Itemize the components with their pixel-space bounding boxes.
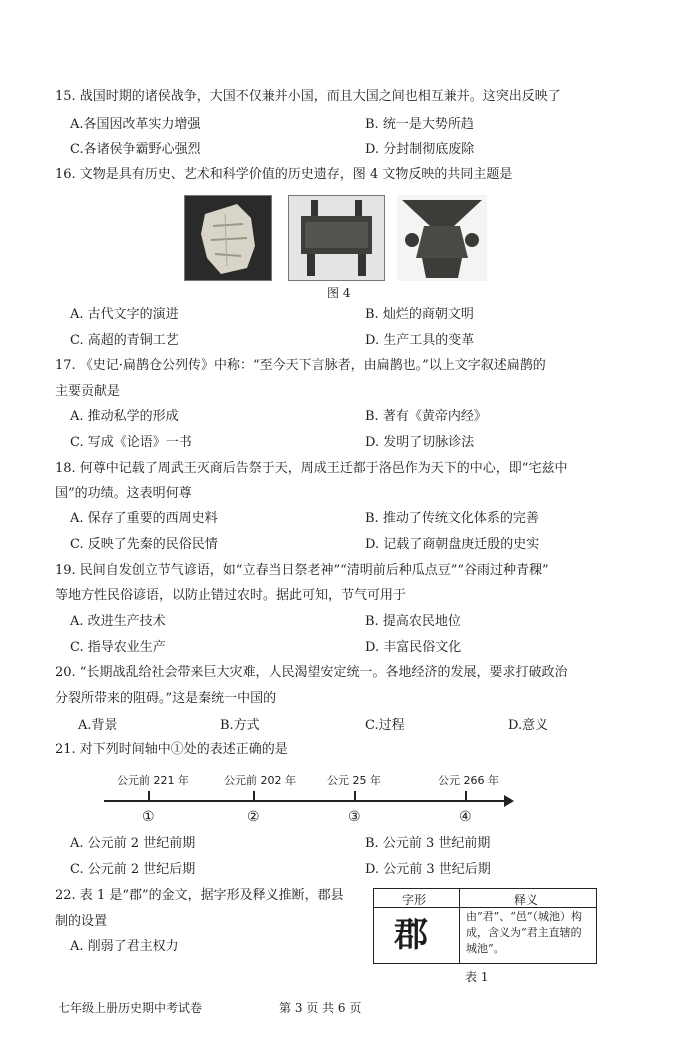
q16-option-d: D. 生产工具的变革 (365, 333, 475, 348)
q16-option-a: A. 古代文字的演进 (70, 307, 179, 322)
q21-option-a: A. 公元前 2 世纪前期 (70, 836, 196, 851)
q18-option-b: B. 推动了传统文化体系的完善 (365, 511, 539, 526)
q20-option-d: D.意义 (508, 718, 549, 733)
q15-option-d: D. 分封制彻底废除 (365, 142, 475, 157)
q22-stem-line1: 22. 表 1 是“郡”的金文，据字形及释义推断，郡县 (55, 888, 344, 903)
timeline-year-3: 公元 25 年 (327, 774, 381, 787)
q15-stem: 15. 战国时期的诸侯战争，大国不仅兼并小国，而且大国之间也相互兼并。这突出反映了 (55, 89, 561, 104)
timeline-year-1: 公元前 221 年 (117, 774, 189, 787)
q18-option-c: C. 反映了先秦的民俗民情 (70, 537, 218, 552)
timeline-marker-1: ① (142, 809, 155, 825)
q19-option-a: A. 改进生产技术 (70, 614, 166, 629)
q16-option-b: B. 灿烂的商朝文明 (365, 307, 474, 322)
timeline-tick-4 (465, 791, 467, 801)
oracle-bone-photo (184, 195, 272, 281)
timeline-axis (104, 800, 506, 802)
table-header-glyph: 字形 (402, 893, 427, 907)
figure-4-label: 图 4 (327, 286, 351, 300)
table-explanation: 由“君”、“邑”（城池）构成，含义为“君主直辖的城池”。 (466, 910, 582, 955)
q15-option-b: B. 统一是大势所趋 (365, 117, 474, 132)
q20-option-c: C.过程 (365, 718, 405, 733)
q16-option-c: C. 高超的青铜工艺 (70, 333, 179, 348)
timeline-year-4: 公元 266 年 (438, 774, 499, 787)
timeline-tick-1 (148, 791, 150, 801)
q17-stem-line2: 主要贡献是 (55, 384, 121, 399)
q20-stem-line2: 分裂所带来的阻碍。”这是秦统一中国的 (55, 691, 277, 706)
timeline-year-2: 公元前 202 年 (224, 774, 296, 787)
q17-option-c: C. 写成《论语》一书 (70, 435, 192, 450)
timeline-marker-3: ③ (348, 809, 361, 825)
timeline-arrow (504, 795, 514, 807)
q21-option-d: D. 公元前 3 世纪后期 (365, 862, 491, 877)
timeline-marker-2: ② (247, 809, 260, 825)
bronze-ding-photo (288, 195, 385, 281)
table-1-caption: 表 1 (465, 970, 489, 984)
q19-stem-line2: 等地方性民俗谚语，以防止错过农时。据此可知，节气可用于 (55, 588, 407, 603)
q20-stem-line1: 20. “长期战乱给社会带来巨大灾难，人民渴望安定统一。各地经济的发展，要求打破政治 (55, 665, 568, 680)
q22-stem-line2: 制的设置 (55, 914, 108, 929)
bronze-zun-photo (397, 195, 487, 281)
q20-option-a: A.背景 (78, 718, 118, 733)
table-1 (373, 888, 597, 964)
footer-page-number: 第 3 页 共 6 页 (279, 1001, 362, 1015)
table-header (374, 889, 596, 908)
q19-option-c: C. 指导农业生产 (70, 640, 166, 655)
q18-option-a: A. 保存了重要的西周史料 (70, 511, 218, 526)
q18-stem-line1: 18. 何尊中记载了周武王灭商后告祭于天，周成王迁都于洛邑作为天下的中心，即“宅兹中 (55, 461, 568, 476)
q16-stem: 16. 文物是具有历史、艺术和科学价值的历史遗存，图 4 文物反映的共同主题是 (55, 167, 513, 182)
timeline-tick-2 (253, 791, 255, 801)
q19-option-d: D. 丰富民俗文化 (365, 640, 462, 655)
bronze-script-jun-glyph: 郡 (394, 915, 428, 955)
q18-stem-line2: 国”的功绩。这表明何尊 (55, 486, 192, 501)
q17-stem-line1: 17. 《史记·扁鹊仓公列传》中称：“至今天下言脉者，由扁鹊也。”以上文字叙述扁鹊的 (55, 358, 546, 373)
q18-option-d: D. 记载了商朝盘庚迁殷的史实 (365, 537, 540, 552)
q21-option-b: B. 公元前 3 世纪前期 (365, 836, 491, 851)
q19-stem-line1: 19. 民间自发创立节气谚语，如“立春当日祭老神”“清明前后种瓜点豆”“谷雨过种青稞” (55, 563, 549, 578)
q21-stem: 21. 对下列时间轴中①处的表述正确的是 (55, 742, 288, 757)
q17-option-a: A. 推动私学的形成 (70, 409, 179, 424)
timeline-tick-3 (354, 791, 356, 801)
q17-option-d: D. 发明了切脉诊法 (365, 435, 475, 450)
q17-option-b: B. 著有《黄帝内经》 (365, 409, 487, 424)
table-divider (459, 889, 460, 963)
footer-exam-title: 七年级上册历史期中考试卷 (58, 1001, 203, 1015)
q19-option-b: B. 提高农民地位 (365, 614, 461, 629)
q15-option-a: A.各国因改革实力增强 (70, 117, 201, 132)
timeline-marker-4: ④ (459, 809, 472, 825)
q15-option-c: C.各诸侯争霸野心强烈 (70, 142, 201, 157)
q20-option-b: B.方式 (220, 718, 260, 733)
q21-option-c: C. 公元前 2 世纪后期 (70, 862, 196, 877)
q22-option-a: A. 削弱了君主权力 (70, 939, 179, 954)
table-header-meaning: 释义 (514, 893, 539, 907)
